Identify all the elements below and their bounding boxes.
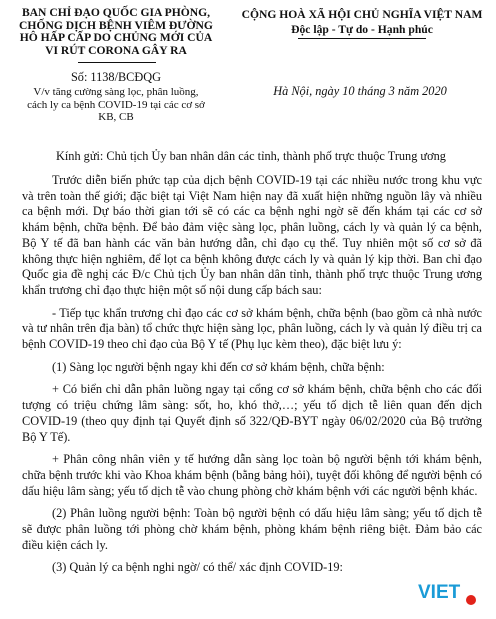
agency-underline: [78, 62, 156, 63]
logo-text: VIET: [418, 582, 461, 603]
document-subject: [8, 86, 224, 124]
item-1-sub-a: + Có biển chỉ dẫn phân luồng ngay tại cổng cơ sở khám bệnh, chữa bệnh cho các đối tượng có triệu chứng lâm sàng: sốt, ho, khó thở,…; yếu tố dịch tễ liên quan đến dịch COVID-19 (theo quy định tại Quyết định số 322/QĐ-BYT ngày 06/02/2020 của Bộ trưởng Bộ Y Tế).: [22, 382, 482, 444]
agency-line-4: VI RÚT CORONA GÂY RA: [45, 43, 187, 57]
national-title: [232, 9, 492, 36]
subject-line-3: KB, CB: [98, 111, 134, 123]
vietnamnet-logo: [416, 574, 482, 608]
directive-paragraph: - Tiếp tục khẩn trương chỉ đạo các cơ sở khám bệnh, chữa bệnh (bao gồm cả nhà nước và tư nhân trên địa bàn) tổ chức thực hiện sàng lọc, phân luồng, cách ly và quản lý điều trị ca bệnh COVID-19 theo chỉ đạo của Bộ Y tế (Phụ lục kèm theo), đặc biệt lưu ý:: [22, 305, 482, 352]
agency-line-2: CHỐNG DỊCH BỆNH VIÊM ĐƯỜNG: [19, 18, 213, 32]
logo-graphic: [416, 574, 482, 608]
letter-body: [22, 173, 482, 576]
subject-line-2: cách ly ca bệnh COVID-19 tại các cơ sở: [27, 98, 205, 111]
issuing-agency: [8, 7, 224, 57]
item-2-paragraph: (2) Phân luồng người bệnh: Toàn bộ người bệnh có dấu hiệu lâm sàng; yếu tố dịch tễ sẽ được phân luồng tới phòng chờ khám bệnh, phòng khám bệnh riêng biệt. Đảm bảo các điều kiện cách ly.: [22, 506, 482, 552]
intro-paragraph: Trước diễn biến phức tạp của dịch bệnh COVID-19 tại các nhiều nước trong khu vực và trên toàn thế giới; đặc biệt tại Việt Nam hiện nay đã xuất hiện những nguồn lây và nhiều ca bệnh mới. Dự báo thời gian tới sẽ có các ca bệnh nghi ngờ sẽ đến khám tại các cơ sở khám bệnh, chữa bệnh. Để bảo đảm việc sàng lọc, phân luồng, cách ly và quản lý ca bệnh, Bộ Y tế đã ban hành các văn bản hướng dẫn, chỉ đạo cụ thể. Tuy nhiên một số cơ sở đã không thực hiện nghiêm, để lọt ca bệnh không được cách ly và quản lý kịp thời. Ban chỉ đạo Quốc gia đề nghị các Đ/c Chủ tịch Ủy ban nhân dân tỉnh, thành phố trực thuộc Trung ương khẩn trương chỉ đạo thực hiện một số nội dung cấp bách sau:: [22, 173, 482, 297]
item-1-heading: (1) Sàng lọc người bệnh ngay khi đến cơ sở khám bệnh, chữa bệnh:: [52, 359, 385, 374]
motto-underline: [298, 38, 426, 39]
agency-line-1: BAN CHỈ ĐẠO QUỐC GIA PHÒNG,: [21, 6, 211, 19]
recipient-line: Kính gửi: Chủ tịch Ủy ban nhân dân các tỉnh, thành phố trực thuộc Trung ương: [56, 149, 446, 163]
item-3-heading: (3) Quản lý ca bệnh nghi ngờ/ có thể/ xác định COVID-19:: [52, 560, 343, 575]
item-1-sub-b: + Phân công nhân viên y tế hướng dẫn sàng lọc toàn bộ người bệnh tới khám bệnh, chữa bệnh trước khi vào Khoa khám bệnh (bằng bảng hỏi), tuyệt đối không để người bệnh có dấu hiệu lâm sàng; yếu tố dịch tễ vào chung phòng chờ khám bệnh với các người bệnh khác.: [22, 452, 482, 498]
national-motto: Độc lập - Tự do - Hạnh phúc: [291, 22, 433, 36]
place-and-date: Hà Nội, ngày 10 tháng 3 năm 2020: [273, 84, 447, 98]
document-number: Số: 1138/BCĐQG: [70, 70, 162, 84]
agency-line-3: HÔ HẤP CẤP DO CHỦNG MỚI CỦA: [19, 31, 213, 45]
subject-line-1: V/v tăng cường sàng lọc, phân luồng,: [33, 86, 199, 98]
country-name: CỘNG HOÀ XÃ HỘI CHỦ NGHĨA VIỆT NAM: [241, 8, 483, 21]
